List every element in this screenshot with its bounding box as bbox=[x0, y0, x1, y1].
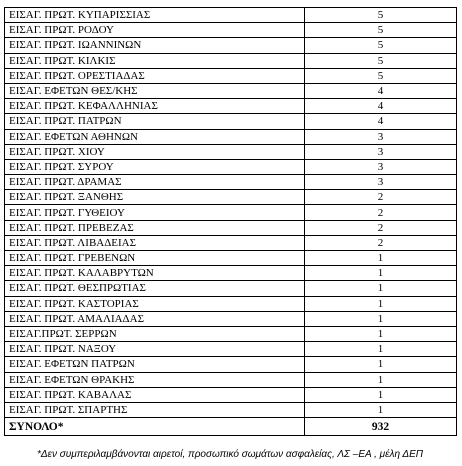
table-row bbox=[5, 175, 457, 190]
office-name-cell: ΕΙΣΑΓ.ΠΡΩΤ. ΣΕΡΡΩΝ bbox=[5, 326, 305, 341]
count-cell: 1 bbox=[305, 311, 457, 326]
office-name-cell: ΕΙΣΑΓ. ΕΦΕΤΩΝ ΘΕΣ/ΚΗΣ bbox=[5, 83, 305, 98]
count-cell: 3 bbox=[305, 159, 457, 174]
count-cell: 1 bbox=[305, 342, 457, 357]
count-cell: 1 bbox=[305, 251, 457, 266]
table-row bbox=[5, 99, 457, 114]
table-row bbox=[5, 387, 457, 402]
table-row bbox=[5, 114, 457, 129]
count-cell: 5 bbox=[305, 8, 457, 23]
count-cell: 5 bbox=[305, 53, 457, 68]
count-cell: 2 bbox=[305, 235, 457, 250]
office-name-cell: ΕΙΣΑΓ. ΠΡΩΤ. ΝΑΞΟΥ bbox=[5, 342, 305, 357]
count-cell: 2 bbox=[305, 190, 457, 205]
office-name-cell: ΕΙΣΑΓ. ΠΡΩΤ. ΓΡΕΒΕΝΩΝ bbox=[5, 251, 305, 266]
staff-count-table bbox=[4, 7, 457, 436]
office-name-cell: ΕΙΣΑΓ. ΠΡΩΤ. ΚΑΣΤΟΡΙΑΣ bbox=[5, 296, 305, 311]
count-cell: 1 bbox=[305, 387, 457, 402]
count-cell: 1 bbox=[305, 296, 457, 311]
office-name-cell: ΕΙΣΑΓ. ΠΡΩΤ. ΔΡΑΜΑΣ bbox=[5, 175, 305, 190]
office-name-cell: ΕΙΣΑΓ. ΠΡΩΤ. ΛΙΒΑΔΕΙΑΣ bbox=[5, 235, 305, 250]
count-cell: 1 bbox=[305, 357, 457, 372]
office-name-cell: ΕΙΣΑΓ. ΕΦΕΤΩΝ ΘΡΑΚΗΣ bbox=[5, 372, 305, 387]
document-page bbox=[4, 7, 456, 436]
table-row bbox=[5, 8, 457, 23]
office-name-cell: ΕΙΣΑΓ. ΠΡΩΤ. ΚΕΦΑΛΛΗΝΙΑΣ bbox=[5, 99, 305, 114]
count-cell: 4 bbox=[305, 83, 457, 98]
table-row bbox=[5, 53, 457, 68]
table-row bbox=[5, 68, 457, 83]
count-cell: 2 bbox=[305, 220, 457, 235]
office-name-cell: ΕΙΣΑΓ. ΕΦΕΤΩΝ ΠΑΤΡΩΝ bbox=[5, 357, 305, 372]
table-row bbox=[5, 159, 457, 174]
table-body bbox=[5, 8, 457, 418]
total-value: 932 bbox=[305, 418, 457, 436]
table-row bbox=[5, 372, 457, 387]
count-cell: 5 bbox=[305, 23, 457, 38]
office-name-cell: ΕΙΣΑΓ. ΠΡΩΤ. ΚΙΛΚΙΣ bbox=[5, 53, 305, 68]
count-cell: 1 bbox=[305, 326, 457, 341]
table-row bbox=[5, 311, 457, 326]
office-name-cell: ΕΙΣΑΓ. ΠΡΩΤ. ΓΥΘΕΙΟΥ bbox=[5, 205, 305, 220]
office-name-cell: ΕΙΣΑΓ. ΕΦΕΤΩΝ ΑΘΗΝΩΝ bbox=[5, 129, 305, 144]
table-row bbox=[5, 296, 457, 311]
table-row bbox=[5, 266, 457, 281]
table-row bbox=[5, 251, 457, 266]
table-row bbox=[5, 38, 457, 53]
count-cell: 5 bbox=[305, 68, 457, 83]
office-name-cell: ΕΙΣΑΓ. ΠΡΩΤ. ΚΑΛΑΒΡΥΤΩΝ bbox=[5, 266, 305, 281]
count-cell: 1 bbox=[305, 266, 457, 281]
count-cell: 4 bbox=[305, 114, 457, 129]
table-row bbox=[5, 205, 457, 220]
count-cell: 4 bbox=[305, 99, 457, 114]
table-row bbox=[5, 190, 457, 205]
count-cell: 2 bbox=[305, 205, 457, 220]
office-name-cell: ΕΙΣΑΓ. ΠΡΩΤ. ΠΑΤΡΩΝ bbox=[5, 114, 305, 129]
footnote: *Δεν συμπεριλαμβάνονται αιρετοί, προσωπικό σωμάτων ασφαλείας, ΛΣ –ΕΑ , μέλη ΔΕΠ bbox=[36, 449, 424, 460]
table-row bbox=[5, 281, 457, 296]
table-row bbox=[5, 129, 457, 144]
table-row bbox=[5, 235, 457, 250]
table-row bbox=[5, 144, 457, 159]
office-name-cell: ΕΙΣΑΓ. ΠΡΩΤ. ΡΟΔΟΥ bbox=[5, 23, 305, 38]
office-name-cell: ΕΙΣΑΓ. ΠΡΩΤ. ΣΥΡΟΥ bbox=[5, 159, 305, 174]
office-name-cell: ΕΙΣΑΓ. ΠΡΩΤ. ΚΥΠΑΡΙΣΣΙΑΣ bbox=[5, 8, 305, 23]
table-row bbox=[5, 326, 457, 341]
office-name-cell: ΕΙΣΑΓ. ΠΡΩΤ. ΙΩΑΝΝΙΝΩΝ bbox=[5, 38, 305, 53]
table-row bbox=[5, 357, 457, 372]
count-cell: 3 bbox=[305, 144, 457, 159]
table-row bbox=[5, 402, 457, 417]
table-row bbox=[5, 342, 457, 357]
count-cell: 1 bbox=[305, 402, 457, 417]
count-cell: 5 bbox=[305, 38, 457, 53]
office-name-cell: ΕΙΣΑΓ. ΠΡΩΤ. ΘΕΣΠΡΩΤΙΑΣ bbox=[5, 281, 305, 296]
table-row bbox=[5, 23, 457, 38]
count-cell: 3 bbox=[305, 175, 457, 190]
count-cell: 1 bbox=[305, 372, 457, 387]
office-name-cell: ΕΙΣΑΓ. ΠΡΩΤ. ΚΑΒΑΛΑΣ bbox=[5, 387, 305, 402]
office-name-cell: ΕΙΣΑΓ. ΠΡΩΤ. ΧΙΟΥ bbox=[5, 144, 305, 159]
office-name-cell: ΕΙΣΑΓ. ΠΡΩΤ. ΟΡΕΣΤΙΑΔΑΣ bbox=[5, 68, 305, 83]
office-name-cell: ΕΙΣΑΓ. ΠΡΩΤ. ΣΠΑΡΤΗΣ bbox=[5, 402, 305, 417]
office-name-cell: ΕΙΣΑΓ. ΠΡΩΤ. ΞΑΝΘΗΣ bbox=[5, 190, 305, 205]
table-row bbox=[5, 83, 457, 98]
total-label: ΣΥΝΟΛΟ* bbox=[5, 418, 305, 436]
table-row bbox=[5, 220, 457, 235]
count-cell: 1 bbox=[305, 281, 457, 296]
office-name-cell: ΕΙΣΑΓ. ΠΡΩΤ. ΠΡΕΒΕΖΑΣ bbox=[5, 220, 305, 235]
office-name-cell: ΕΙΣΑΓ. ΠΡΩΤ. ΑΜΑΛΙΑΔΑΣ bbox=[5, 311, 305, 326]
total-row bbox=[5, 418, 457, 436]
count-cell: 3 bbox=[305, 129, 457, 144]
